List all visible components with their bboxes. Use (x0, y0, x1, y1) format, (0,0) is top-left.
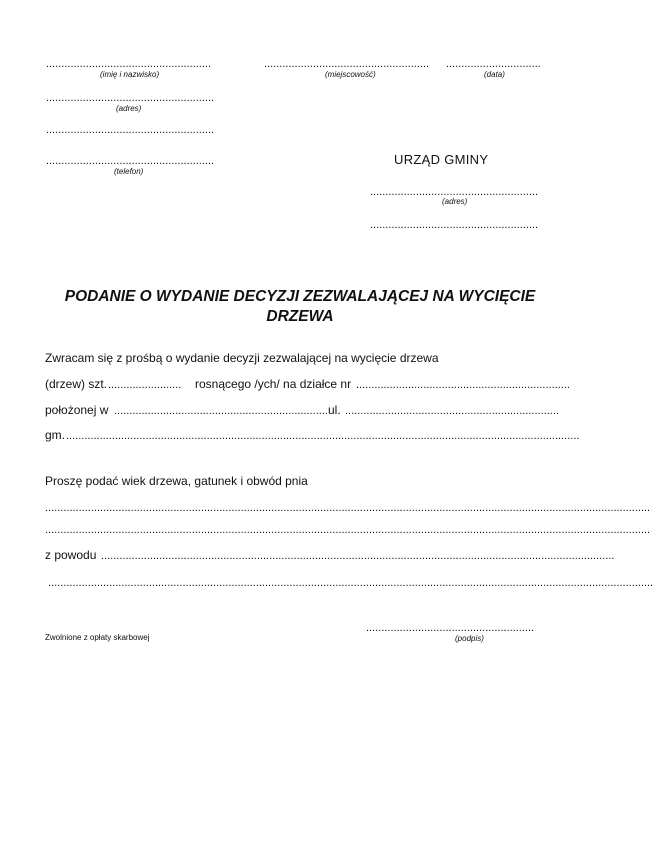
office-address-dotted-line: ....................................................... (370, 186, 539, 198)
tree-details-dotted-line-1: ...................................................................................................................................................................................................... (45, 502, 651, 514)
request-line-3-label-a: położonej w (45, 403, 109, 417)
location-dotted-line: ...................................................................... (114, 405, 328, 417)
stamp-duty-exemption-note: Zwolnione z opłaty skarbowej (45, 633, 150, 642)
municipality-dotted-line: ........................................................................................................................................................................ (66, 430, 580, 442)
office-address2-dotted-line: ....................................................... (370, 219, 539, 231)
request-line-1: Zwracam się z prośbą o wydanie decyzji zezwalającej na wycięcie drzewa (45, 351, 439, 365)
date-caption: (data) (484, 70, 505, 79)
phone-caption: (telefon) (114, 167, 144, 176)
request-line-2-label-b: rosnącego /ych/ na działce nr (195, 377, 352, 391)
signature-dotted-line: ....................................................... (366, 622, 535, 634)
phone-dotted-line: ....................................................... (46, 155, 215, 167)
place-caption: (miejscowość) (325, 70, 376, 79)
reason-label: z powodu (45, 548, 97, 562)
address-caption: (adres) (116, 104, 142, 113)
request-line-3-label-b: ul. (328, 403, 341, 417)
reason-dotted-line-1: ........................................................................................................................................................................ (101, 550, 615, 562)
signature-caption: (podpis) (455, 634, 484, 643)
address-dotted-line: ....................................................... (46, 92, 215, 104)
document-title: PODANIE O WYDANIE DECYZJI ZEZWALAJĄCEJ NA WYCIĘCIE DRZEWA (64, 288, 536, 325)
name-caption: (imię i nazwisko) (100, 70, 160, 79)
address2-dotted-line: ....................................................... (46, 124, 215, 136)
tree-count-dotted-line: ........................ (108, 379, 182, 391)
place-dotted-line: ...................................................... (264, 58, 430, 70)
office-title: URZĄD GMINY (394, 152, 489, 167)
plot-number-dotted-line: ...................................................................... (356, 379, 570, 391)
request-line-2-label-a: (drzew) szt. (45, 377, 108, 391)
tree-details-dotted-line-2: ...................................................................................................................................................................................................... (45, 524, 651, 536)
request-line-4-label-a: gm. (45, 428, 66, 442)
date-dotted-line: ............................... (446, 58, 541, 70)
reason-dotted-line-2: ...................................................................................................................................................................................................... (48, 577, 653, 589)
street-dotted-line: ...................................................................... (345, 405, 559, 417)
office-address-caption: (adres) (442, 197, 468, 206)
tree-details-prompt: Proszę podać wiek drzewa, gatunek i obwód pnia (45, 474, 308, 488)
name-dotted-line: ...................................................... (46, 58, 212, 70)
